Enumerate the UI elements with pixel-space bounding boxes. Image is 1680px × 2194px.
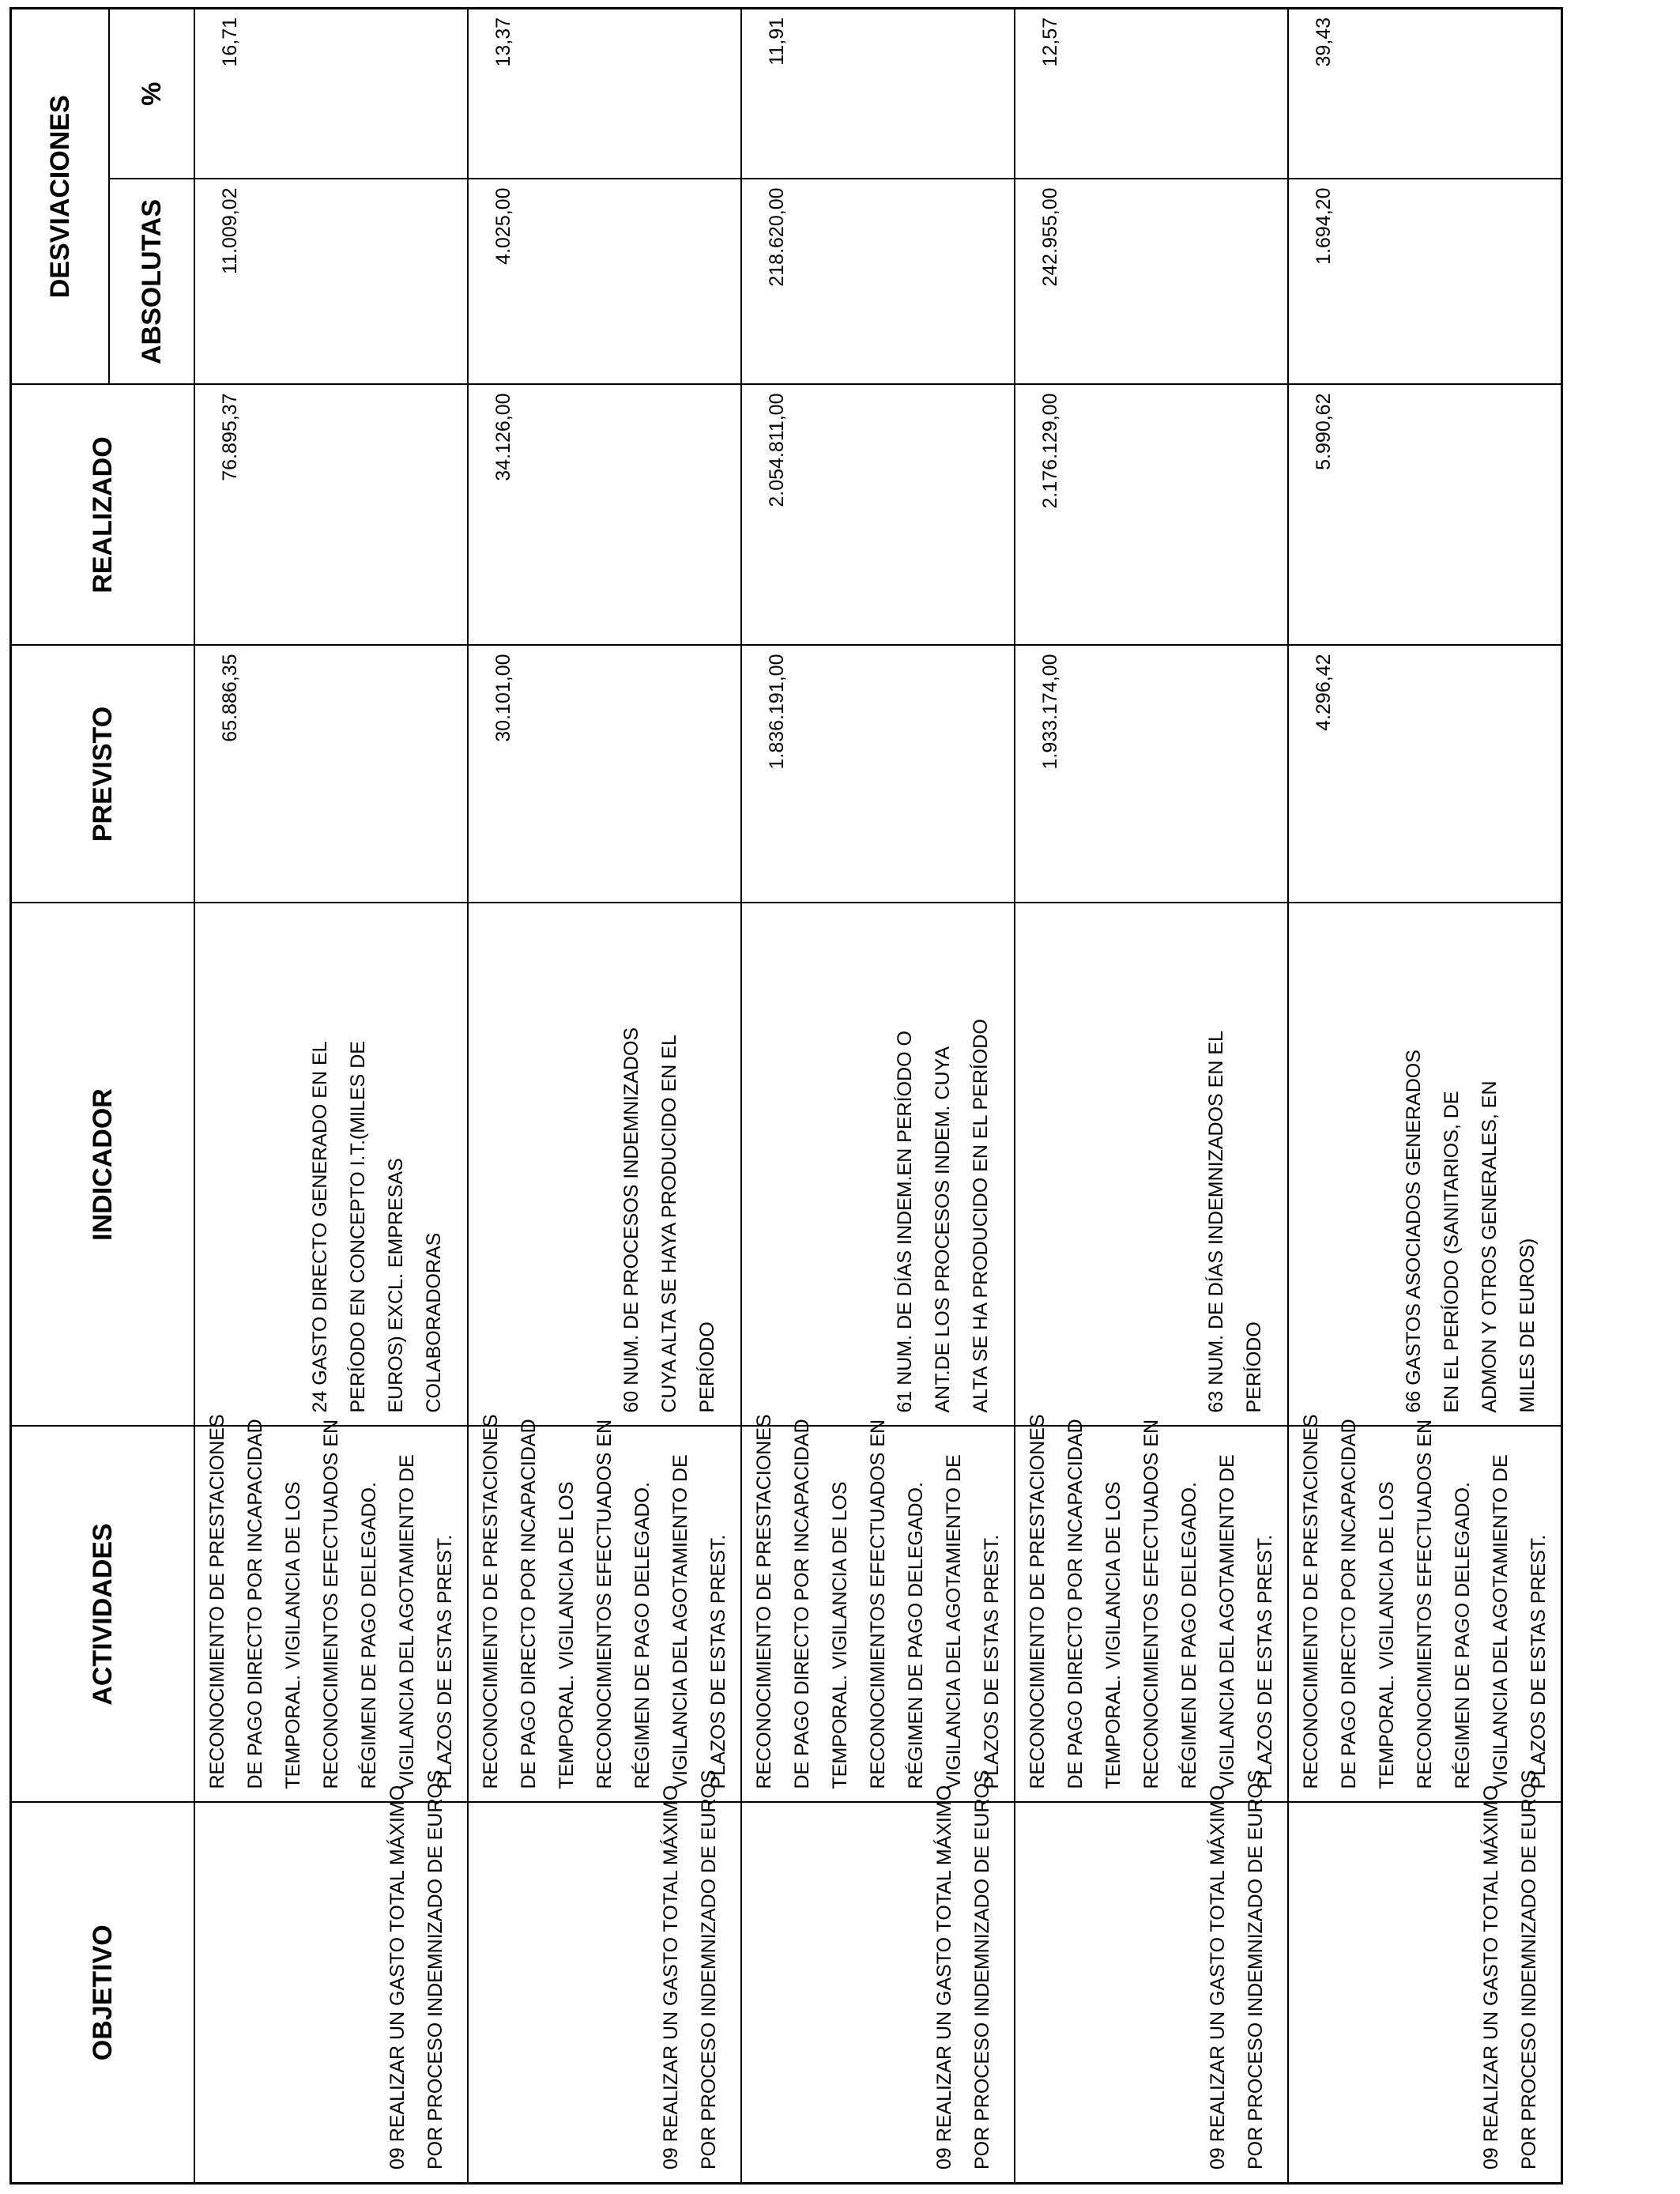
objetivo-cell-line: 09 REALIZAR UN GASTO TOTAL MÁXIMO	[386, 1785, 409, 2169]
actividades-cell-line: DE PAGO DIRECTO POR INCAPACIDAD	[244, 1419, 266, 1789]
actividades-cell-line: VIGILANCIA DEL AGOTAMIENTO DE	[943, 1454, 965, 1789]
absolutas-cell: 1.694,20	[1288, 179, 1562, 385]
objetivo-cell	[194, 1770, 468, 2184]
actividades-cell-line: VIGILANCIA DEL AGOTAMIENTO DE	[1216, 1454, 1238, 1789]
table-row	[1288, 8, 1562, 2183]
indicador-cell-line: 63 NUM. DE DÍAS INDEMNIZADOS EN EL	[1205, 1031, 1227, 1413]
actividades-cell-line: RECONOCIMIENTOS EFECTUADOS EN	[1414, 1419, 1436, 1789]
objetivo-cell-line: POR PROCESO INDEMNIZADO DE EUROS	[1518, 1770, 1540, 2169]
objetivo-cell-line: 09 REALIZAR UN GASTO TOTAL MÁXIMO	[1207, 1785, 1229, 2169]
table-row	[194, 8, 468, 2183]
indicador-cell-line: PERÍODO EN CONCEPTO I.T.(MILES DE	[347, 1041, 369, 1413]
previsto-cell: 1.836.191,00	[741, 646, 1015, 903]
pct-cell: 13,37	[468, 8, 741, 179]
table-row	[468, 8, 741, 2183]
indicador-cell-line: 66 GASTOS ASOCIADOS GENERADOS	[1403, 1050, 1425, 1413]
realizado-cell: 76.895,37	[194, 385, 468, 646]
header-objetivo: OBJETIVO	[11, 1803, 195, 2184]
actividades-cell-line: RÉGIMEN DE PAGO DELEGADO.	[905, 1481, 927, 1789]
realizado-cell: 34.126,00	[468, 385, 741, 646]
indicador-cell-line: ANT.DE LOS PROCESOS INDEM. CUYA	[932, 1046, 954, 1413]
realizado-cell: 2.176.129,00	[1015, 385, 1288, 646]
pct-cell: 39,43	[1288, 8, 1562, 179]
realizado-cell: 2.054.811,00	[741, 385, 1015, 646]
indicador-cell-line: 24 GASTO DIRECTO GENERADO EN EL	[309, 1041, 331, 1413]
actividades-cell-line: RECONOCIMIENTO DE PRESTACIONES	[753, 1414, 775, 1789]
actividades-cell-line: RECONOCIMIENTOS EFECTUADOS EN	[593, 1419, 616, 1789]
header-indicador: INDICADOR	[11, 903, 195, 1427]
actividades-cell-line: DE PAGO DIRECTO POR INCAPACIDAD	[518, 1419, 540, 1789]
actividades-cell-line: TEMPORAL. VIGILANCIA DE LOS	[1102, 1481, 1124, 1789]
actividades-cell-line: VIGILANCIA DEL AGOTAMIENTO DE	[396, 1454, 418, 1789]
previsto-cell: 1.933.174,00	[1015, 646, 1288, 903]
actividades-cell-line: VIGILANCIA DEL AGOTAMIENTO DE	[1490, 1454, 1512, 1789]
indicador-cell-line: ADMON Y OTROS GENERALES, EN	[1478, 1080, 1501, 1413]
actividades-cell-line: DE PAGO DIRECTO POR INCAPACIDAD	[1338, 1419, 1360, 1789]
previsto-cell: 30.101,00	[468, 646, 741, 903]
indicador-cell-line: MILES DE EUROS)	[1516, 1238, 1539, 1413]
objetivo-cell	[1015, 1770, 1288, 2184]
absolutas-cell: 4.025,00	[468, 179, 741, 385]
indicators-table	[9, 7, 1563, 2185]
actividades-cell-line: PLAZOS DE ESTAS PREST.	[1527, 1534, 1550, 1789]
pct-cell: 11,91	[741, 8, 1015, 179]
header-desviaciones: DESVIACIONES	[11, 8, 110, 384]
absolutas-cell: 242.955,00	[1015, 179, 1288, 385]
indicador-cell	[194, 903, 468, 1427]
header-row	[11, 8, 110, 2183]
actividades-cell-line: DE PAGO DIRECTO POR INCAPACIDAD	[1064, 1419, 1087, 1789]
header-realizado: REALIZADO	[11, 385, 195, 646]
objetivo-cell-line: 09 REALIZAR UN GASTO TOTAL MÁXIMO	[660, 1785, 682, 2169]
table-row	[741, 8, 1015, 2183]
objetivo-cell-line: POR PROCESO INDEMNIZADO DE EUROS	[1245, 1770, 1267, 2169]
indicador-cell-line: EUROS) EXCL. EMPRESAS	[385, 1158, 407, 1413]
rotated-page	[9, 9, 1550, 2185]
header-absolutas: ABSOLUTAS	[109, 179, 194, 385]
indicador-cell	[741, 903, 1015, 1427]
actividades-cell-line: TEMPORAL. VIGILANCIA DE LOS	[556, 1481, 578, 1789]
actividades-cell-line: PLAZOS DE ESTAS PREST.	[1254, 1534, 1276, 1789]
actividades-cell-line: DE PAGO DIRECTO POR INCAPACIDAD	[791, 1419, 813, 1789]
actividades-cell-line: RECONOCIMIENTO DE PRESTACIONES	[1300, 1414, 1322, 1789]
indicador-cell	[1288, 903, 1562, 1427]
actividades-cell-line: RECONOCIMIENTOS EFECTUADOS EN	[867, 1419, 889, 1789]
actividades-cell-line: RÉGIMEN DE PAGO DELEGADO.	[631, 1481, 654, 1789]
previsto-cell: 65.886,35	[194, 646, 468, 903]
actividades-cell-line: TEMPORAL. VIGILANCIA DE LOS	[829, 1481, 851, 1789]
realizado-cell: 5.990,62	[1288, 385, 1562, 646]
previsto-cell: 4.296,42	[1288, 646, 1562, 903]
indicador-cell-line: COLABORADORAS	[423, 1232, 445, 1413]
indicador-cell-line: EN EL PERÍODO (SANITARIOS, DE	[1441, 1091, 1463, 1413]
indicador-cell	[468, 903, 741, 1427]
actividades-cell-line: TEMPORAL. VIGILANCIA DE LOS	[1376, 1481, 1398, 1789]
actividades-cell-line: PLAZOS DE ESTAS PREST.	[981, 1534, 1003, 1789]
header-pct: %	[109, 8, 194, 179]
indicador-cell-line: 61 NUM. DE DÍAS INDEM.EN PERÍODO O	[894, 1031, 916, 1413]
header-actividades: ACTIVIDADES	[11, 1427, 195, 1803]
actividades-cell	[468, 1414, 741, 1803]
table-row	[1015, 8, 1288, 2183]
actividades-cell-line: RÉGIMEN DE PAGO DELEGADO.	[358, 1481, 380, 1789]
absolutas-cell: 218.620,00	[741, 179, 1015, 385]
actividades-cell-line: RECONOCIMIENTOS EFECTUADOS EN	[1140, 1419, 1162, 1789]
objetivo-cell	[468, 1770, 741, 2184]
actividades-cell-line: RECONOCIMIENTO DE PRESTACIONES	[1026, 1414, 1049, 1789]
objetivo-cell-line: POR PROCESO INDEMNIZADO DE EUROS	[698, 1770, 720, 2169]
objetivo-cell	[1288, 1770, 1562, 2184]
actividades-cell-line: RECONOCIMIENTOS EFECTUADOS EN	[320, 1419, 342, 1789]
pct-cell: 16,71	[194, 8, 468, 179]
actividades-cell-line: RÉGIMEN DE PAGO DELEGADO.	[1178, 1481, 1200, 1789]
actividades-cell-line: RECONOCIMIENTO DE PRESTACIONES	[206, 1414, 228, 1789]
actividades-cell	[741, 1414, 1015, 1803]
actividades-cell	[1015, 1414, 1288, 1803]
actividades-cell-line: RECONOCIMIENTO DE PRESTACIONES	[480, 1414, 502, 1789]
indicador-cell	[1015, 903, 1288, 1427]
indicador-cell-line: 60 NUM. DE PROCESOS INDEMNIZADOS	[620, 1027, 642, 1413]
actividades-cell	[1288, 1414, 1562, 1803]
indicador-cell-line: PERÍODO	[696, 1321, 718, 1413]
objetivo-cell-line: 09 REALIZAR UN GASTO TOTAL MÁXIMO	[1480, 1785, 1502, 2169]
actividades-cell-line: VIGILANCIA DEL AGOTAMIENTO DE	[669, 1454, 691, 1789]
actividades-cell-line: PLAZOS DE ESTAS PREST.	[434, 1534, 456, 1789]
actividades-cell-line: TEMPORAL. VIGILANCIA DE LOS	[282, 1481, 304, 1789]
actividades-cell-line: RÉGIMEN DE PAGO DELEGADO.	[1452, 1481, 1474, 1789]
actividades-cell-line: PLAZOS DE ESTAS PREST.	[707, 1534, 729, 1789]
indicador-cell-line: ALTA SE HA PRODUCIDO EN EL PERÍODO	[970, 1019, 992, 1413]
objetivo-cell	[741, 1770, 1015, 2184]
objetivo-cell-line: POR PROCESO INDEMNIZADO DE EUROS	[971, 1770, 993, 2169]
indicador-cell-line: PERÍODO	[1243, 1321, 1265, 1413]
pct-cell: 12,57	[1015, 8, 1288, 179]
objetivo-cell-line: POR PROCESO INDEMNIZADO DE EUROS	[424, 1770, 446, 2169]
objetivo-cell-line: 09 REALIZAR UN GASTO TOTAL MÁXIMO	[933, 1785, 955, 2169]
actividades-cell	[194, 1414, 468, 1803]
header-previsto: PREVISTO	[11, 646, 195, 903]
indicador-cell-line: CUYA ALTA SE HAYA PRODUCIDO EN EL	[658, 1035, 680, 1413]
absolutas-cell: 11.009,02	[194, 179, 468, 385]
